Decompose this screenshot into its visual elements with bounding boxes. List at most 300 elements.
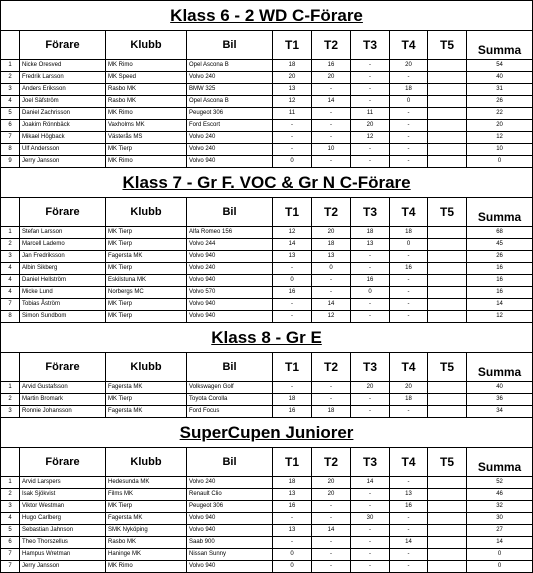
header-klubb: Klubb bbox=[106, 31, 187, 60]
cell-driver: Joel Säfström bbox=[20, 96, 106, 108]
cell-t2: - bbox=[312, 513, 351, 525]
table-row bbox=[1, 144, 533, 156]
cell-t4: 16 bbox=[390, 501, 428, 513]
cell-t5 bbox=[428, 84, 467, 96]
table-row bbox=[1, 263, 533, 275]
cell-club: MK Tierp bbox=[106, 501, 187, 513]
cell-t1: 14 bbox=[273, 239, 312, 251]
cell-t5 bbox=[428, 144, 467, 156]
header-summa: Summa bbox=[467, 198, 533, 227]
cell-t5 bbox=[428, 299, 467, 311]
cell-position: 7 bbox=[1, 561, 20, 573]
cell-driver: Stefan Larsson bbox=[20, 227, 106, 239]
cell-t1: 16 bbox=[273, 406, 312, 418]
cell-t4: 13 bbox=[390, 489, 428, 501]
cell-total: 36 bbox=[467, 394, 533, 406]
cell-total: 45 bbox=[467, 239, 533, 251]
table-row bbox=[1, 132, 533, 144]
cell-position: 3 bbox=[1, 251, 20, 263]
cell-driver: Marcell Lademo bbox=[20, 239, 106, 251]
cell-total: 30 bbox=[467, 513, 533, 525]
cell-t2: 12 bbox=[312, 311, 351, 323]
column-header-row bbox=[1, 448, 533, 477]
cell-club: Haninge MK bbox=[106, 549, 187, 561]
table-row bbox=[1, 275, 533, 287]
cell-t3: - bbox=[351, 561, 390, 573]
cell-t3: 20 bbox=[351, 120, 390, 132]
cell-car: Opel Ascona B bbox=[187, 60, 273, 72]
header-position bbox=[1, 353, 20, 382]
cell-t1: - bbox=[273, 537, 312, 549]
cell-total: 31 bbox=[467, 84, 533, 96]
cell-t4: - bbox=[390, 144, 428, 156]
cell-t5 bbox=[428, 525, 467, 537]
cell-position: 6 bbox=[1, 537, 20, 549]
cell-t5 bbox=[428, 549, 467, 561]
cell-club: MK Rimo bbox=[106, 108, 187, 120]
cell-car: Volvo 240 bbox=[187, 72, 273, 84]
cell-t5 bbox=[428, 275, 467, 287]
cell-car: Volvo 240 bbox=[187, 132, 273, 144]
header-t5: T5 bbox=[428, 448, 467, 477]
cell-total: 0 bbox=[467, 561, 533, 573]
section-title-cell bbox=[1, 418, 533, 448]
cell-t1: - bbox=[273, 513, 312, 525]
cell-t2: 10 bbox=[312, 144, 351, 156]
header-t3: T3 bbox=[351, 448, 390, 477]
cell-t5 bbox=[428, 120, 467, 132]
cell-total: 46 bbox=[467, 489, 533, 501]
cell-t1: 16 bbox=[273, 287, 312, 299]
cell-car: Peugeot 306 bbox=[187, 108, 273, 120]
cell-t1: 16 bbox=[273, 501, 312, 513]
cell-t5 bbox=[428, 60, 467, 72]
cell-car: Saab 900 bbox=[187, 537, 273, 549]
header-t4: T4 bbox=[390, 31, 428, 60]
cell-t5 bbox=[428, 239, 467, 251]
cell-total: 32 bbox=[467, 501, 533, 513]
cell-club: Västerås MS bbox=[106, 132, 187, 144]
cell-t5 bbox=[428, 394, 467, 406]
cell-total: 14 bbox=[467, 537, 533, 549]
cell-t1: - bbox=[273, 311, 312, 323]
cell-t3: - bbox=[351, 60, 390, 72]
cell-t5 bbox=[428, 513, 467, 525]
cell-t2: 14 bbox=[312, 525, 351, 537]
cell-position: 3 bbox=[1, 406, 20, 418]
cell-t3: - bbox=[351, 72, 390, 84]
cell-t5 bbox=[428, 251, 467, 263]
cell-t2: - bbox=[312, 132, 351, 144]
cell-t2: 18 bbox=[312, 406, 351, 418]
cell-driver: Viktor Westman bbox=[20, 501, 106, 513]
cell-car: Peugeot 306 bbox=[187, 501, 273, 513]
cell-t1: 13 bbox=[273, 525, 312, 537]
cell-position: 7 bbox=[1, 549, 20, 561]
header-t4: T4 bbox=[390, 448, 428, 477]
cell-t3: 30 bbox=[351, 513, 390, 525]
cell-driver: Simon Sundbom bbox=[20, 311, 106, 323]
cell-t1: 18 bbox=[273, 477, 312, 489]
cell-driver: Hampus Wretman bbox=[20, 549, 106, 561]
table-row bbox=[1, 561, 533, 573]
cell-car: Volvo 244 bbox=[187, 239, 273, 251]
cell-t4: 20 bbox=[390, 382, 428, 394]
cell-driver: Fredrik Larsson bbox=[20, 72, 106, 84]
cell-t4: - bbox=[390, 108, 428, 120]
cell-t4: 0 bbox=[390, 96, 428, 108]
table-row bbox=[1, 251, 533, 263]
cell-car: Alfa Romeo 156 bbox=[187, 227, 273, 239]
cell-total: 40 bbox=[467, 72, 533, 84]
cell-total: 12 bbox=[467, 132, 533, 144]
cell-total: 10 bbox=[467, 144, 533, 156]
cell-position: 2 bbox=[1, 489, 20, 501]
cell-club: Norbergs MC bbox=[106, 287, 187, 299]
cell-position: 4 bbox=[1, 287, 20, 299]
cell-t1: - bbox=[273, 263, 312, 275]
cell-total: 16 bbox=[467, 287, 533, 299]
table-row bbox=[1, 549, 533, 561]
cell-driver: Martin Bromark bbox=[20, 394, 106, 406]
header-t2: T2 bbox=[312, 31, 351, 60]
header-summa: Summa bbox=[467, 31, 533, 60]
cell-t1: 0 bbox=[273, 549, 312, 561]
cell-t3: 12 bbox=[351, 132, 390, 144]
header-position bbox=[1, 31, 20, 60]
cell-car: Toyota Corolla bbox=[187, 394, 273, 406]
cell-t2: - bbox=[312, 120, 351, 132]
cell-club: Eskilstuna MK bbox=[106, 275, 187, 287]
cell-t3: - bbox=[351, 537, 390, 549]
table-row bbox=[1, 501, 533, 513]
cell-t2: 18 bbox=[312, 239, 351, 251]
cell-total: 40 bbox=[467, 382, 533, 394]
cell-club: Vaxholms MK bbox=[106, 120, 187, 132]
cell-t2: 20 bbox=[312, 72, 351, 84]
cell-t3: - bbox=[351, 489, 390, 501]
cell-t4: 18 bbox=[390, 84, 428, 96]
header-bil: Bil bbox=[187, 353, 273, 382]
cell-position: 7 bbox=[1, 299, 20, 311]
cell-position: 3 bbox=[1, 84, 20, 96]
cell-position: 2 bbox=[1, 72, 20, 84]
header-forare: Förare bbox=[20, 448, 106, 477]
cell-club: Fagersta MK bbox=[106, 513, 187, 525]
cell-club: MK Tierp bbox=[106, 227, 187, 239]
table-row bbox=[1, 120, 533, 132]
cell-position: 5 bbox=[1, 525, 20, 537]
column-header-row bbox=[1, 198, 533, 227]
header-forare: Förare bbox=[20, 198, 106, 227]
cell-t1: 12 bbox=[273, 227, 312, 239]
section-title: Klass 8 - Gr E bbox=[211, 327, 322, 347]
section-title-cell bbox=[1, 1, 533, 31]
cell-t3: 0 bbox=[351, 287, 390, 299]
header-t1: T1 bbox=[273, 198, 312, 227]
cell-t3: - bbox=[351, 501, 390, 513]
cell-car: Volvo 940 bbox=[187, 275, 273, 287]
cell-t4: 14 bbox=[390, 537, 428, 549]
section-title-row bbox=[1, 168, 533, 198]
cell-t4: - bbox=[390, 120, 428, 132]
table-row bbox=[1, 72, 533, 84]
cell-t4: - bbox=[390, 549, 428, 561]
cell-driver: Theo Thorszellus bbox=[20, 537, 106, 549]
cell-t4: 16 bbox=[390, 263, 428, 275]
cell-t5 bbox=[428, 132, 467, 144]
cell-position: 7 bbox=[1, 132, 20, 144]
cell-t3: - bbox=[351, 406, 390, 418]
header-klubb: Klubb bbox=[106, 448, 187, 477]
cell-car: Volvo 940 bbox=[187, 251, 273, 263]
table-row bbox=[1, 96, 533, 108]
cell-driver: Isak Sjökvist bbox=[20, 489, 106, 501]
cell-car: Volkswagen Golf bbox=[187, 382, 273, 394]
cell-driver: Jerry Jansson bbox=[20, 156, 106, 168]
header-t1: T1 bbox=[273, 448, 312, 477]
cell-total: 20 bbox=[467, 120, 533, 132]
cell-position: 5 bbox=[1, 108, 20, 120]
cell-total: 27 bbox=[467, 525, 533, 537]
cell-driver: Nicke Oresved bbox=[20, 60, 106, 72]
header-klubb: Klubb bbox=[106, 353, 187, 382]
cell-car: BMW 325 bbox=[187, 84, 273, 96]
cell-t4: - bbox=[390, 406, 428, 418]
cell-car: Volvo 940 bbox=[187, 156, 273, 168]
table-row bbox=[1, 513, 533, 525]
cell-car: Ford Focus bbox=[187, 406, 273, 418]
cell-t1: - bbox=[273, 299, 312, 311]
table-row bbox=[1, 84, 533, 96]
cell-t5 bbox=[428, 501, 467, 513]
cell-t2: 14 bbox=[312, 96, 351, 108]
cell-total: 14 bbox=[467, 299, 533, 311]
cell-t5 bbox=[428, 227, 467, 239]
cell-position: 4 bbox=[1, 96, 20, 108]
header-t5: T5 bbox=[428, 198, 467, 227]
cell-t2: 20 bbox=[312, 489, 351, 501]
header-bil: Bil bbox=[187, 448, 273, 477]
cell-total: 22 bbox=[467, 108, 533, 120]
cell-position: 4 bbox=[1, 275, 20, 287]
cell-driver: Jerry Jansson bbox=[20, 561, 106, 573]
cell-t2: 14 bbox=[312, 299, 351, 311]
table-row bbox=[1, 108, 533, 120]
cell-t2: - bbox=[312, 287, 351, 299]
cell-club: MK Tierp bbox=[106, 394, 187, 406]
cell-club: Fagersta MK bbox=[106, 251, 187, 263]
cell-position: 9 bbox=[1, 156, 20, 168]
header-position bbox=[1, 448, 20, 477]
cell-t1: 18 bbox=[273, 394, 312, 406]
cell-car: Volvo 940 bbox=[187, 561, 273, 573]
cell-t2: - bbox=[312, 537, 351, 549]
cell-driver: Hugo Carlberg bbox=[20, 513, 106, 525]
cell-car: Volvo 240 bbox=[187, 144, 273, 156]
cell-t1: 13 bbox=[273, 251, 312, 263]
cell-position: 1 bbox=[1, 60, 20, 72]
section-title-cell bbox=[1, 168, 533, 198]
table-row bbox=[1, 489, 533, 501]
cell-club: Fagersta MK bbox=[106, 406, 187, 418]
cell-t2: - bbox=[312, 84, 351, 96]
cell-t2: - bbox=[312, 549, 351, 561]
cell-driver: Mikael Högback bbox=[20, 132, 106, 144]
cell-t3: - bbox=[351, 549, 390, 561]
cell-t4: - bbox=[390, 311, 428, 323]
cell-t5 bbox=[428, 108, 467, 120]
cell-t5 bbox=[428, 477, 467, 489]
cell-t2: - bbox=[312, 501, 351, 513]
header-t2: T2 bbox=[312, 198, 351, 227]
cell-t2: 20 bbox=[312, 477, 351, 489]
cell-driver: Tobias Åström bbox=[20, 299, 106, 311]
cell-driver: Jan Fredriksson bbox=[20, 251, 106, 263]
cell-club: MK Rimo bbox=[106, 156, 187, 168]
cell-car: Volvo 940 bbox=[187, 525, 273, 537]
cell-total: 12 bbox=[467, 311, 533, 323]
cell-driver: Albin Sikberg bbox=[20, 263, 106, 275]
cell-club: MK Tierp bbox=[106, 239, 187, 251]
cell-club: MK Rimo bbox=[106, 60, 187, 72]
table-row bbox=[1, 311, 533, 323]
cell-t4: - bbox=[390, 287, 428, 299]
header-bil: Bil bbox=[187, 198, 273, 227]
cell-t3: 13 bbox=[351, 239, 390, 251]
cell-t1: - bbox=[273, 144, 312, 156]
cell-driver: Daniel Zachrisson bbox=[20, 108, 106, 120]
header-t3: T3 bbox=[351, 31, 390, 60]
cell-t4: - bbox=[390, 513, 428, 525]
cell-t5 bbox=[428, 311, 467, 323]
cell-t4: - bbox=[390, 275, 428, 287]
table-row bbox=[1, 537, 533, 549]
cell-car: Volvo 240 bbox=[187, 263, 273, 275]
cell-t2: 20 bbox=[312, 227, 351, 239]
cell-t1: - bbox=[273, 382, 312, 394]
cell-t5 bbox=[428, 96, 467, 108]
cell-t3: - bbox=[351, 525, 390, 537]
cell-driver: Daniel Hellström bbox=[20, 275, 106, 287]
cell-position: 1 bbox=[1, 227, 20, 239]
cell-club: MK Tierp bbox=[106, 311, 187, 323]
cell-driver: Sebastian Jahnson bbox=[20, 525, 106, 537]
cell-total: 26 bbox=[467, 96, 533, 108]
cell-t4: - bbox=[390, 299, 428, 311]
cell-position: 1 bbox=[1, 477, 20, 489]
cell-t5 bbox=[428, 406, 467, 418]
cell-t4: - bbox=[390, 132, 428, 144]
cell-position: 2 bbox=[1, 239, 20, 251]
cell-car: Opel Ascona B bbox=[187, 96, 273, 108]
header-t4: T4 bbox=[390, 353, 428, 382]
cell-t1: 13 bbox=[273, 489, 312, 501]
cell-t4: 20 bbox=[390, 60, 428, 72]
cell-club: Rasbo MK bbox=[106, 84, 187, 96]
cell-t1: 18 bbox=[273, 60, 312, 72]
section-title-row bbox=[1, 323, 533, 353]
cell-t5 bbox=[428, 537, 467, 549]
cell-position: 8 bbox=[1, 311, 20, 323]
cell-driver: Micke Lund bbox=[20, 287, 106, 299]
section-title-row bbox=[1, 418, 533, 448]
header-t2: T2 bbox=[312, 353, 351, 382]
cell-total: 52 bbox=[467, 477, 533, 489]
cell-driver: Joakim Rönnbäck bbox=[20, 120, 106, 132]
column-header-row bbox=[1, 353, 533, 382]
cell-t2: 0 bbox=[312, 263, 351, 275]
cell-club: MK Speed bbox=[106, 72, 187, 84]
cell-t2: - bbox=[312, 394, 351, 406]
cell-t1: - bbox=[273, 132, 312, 144]
table-row bbox=[1, 287, 533, 299]
table-row bbox=[1, 156, 533, 168]
cell-driver: Arvid Larspers bbox=[20, 477, 106, 489]
cell-position: 1 bbox=[1, 382, 20, 394]
cell-t3: - bbox=[351, 144, 390, 156]
cell-t4: 0 bbox=[390, 239, 428, 251]
header-klubb: Klubb bbox=[106, 198, 187, 227]
cell-car: Nissan Sunny bbox=[187, 549, 273, 561]
header-t3: T3 bbox=[351, 353, 390, 382]
cell-car: Renault Clio bbox=[187, 489, 273, 501]
cell-car: Volvo 240 bbox=[187, 477, 273, 489]
cell-t1: 20 bbox=[273, 72, 312, 84]
cell-club: MK Rimo bbox=[106, 561, 187, 573]
cell-t5 bbox=[428, 156, 467, 168]
section-title-cell bbox=[1, 323, 533, 353]
cell-club: Hedesunda MK bbox=[106, 477, 187, 489]
cell-club: MK Tierp bbox=[106, 263, 187, 275]
cell-t3: 11 bbox=[351, 108, 390, 120]
column-header-row bbox=[1, 31, 533, 60]
table-row bbox=[1, 406, 533, 418]
table-row bbox=[1, 525, 533, 537]
cell-car: Volvo 940 bbox=[187, 311, 273, 323]
cell-t3: 20 bbox=[351, 382, 390, 394]
table-row bbox=[1, 299, 533, 311]
cell-t3: - bbox=[351, 263, 390, 275]
cell-car: Ford Escort bbox=[187, 120, 273, 132]
cell-t4: - bbox=[390, 72, 428, 84]
cell-t2: - bbox=[312, 156, 351, 168]
cell-total: 16 bbox=[467, 275, 533, 287]
cell-total: 34 bbox=[467, 406, 533, 418]
cell-driver: Arvid Gustafsson bbox=[20, 382, 106, 394]
table-row bbox=[1, 60, 533, 72]
table-row bbox=[1, 477, 533, 489]
cell-t5 bbox=[428, 382, 467, 394]
cell-t3: 16 bbox=[351, 275, 390, 287]
cell-t3: - bbox=[351, 156, 390, 168]
cell-t5 bbox=[428, 561, 467, 573]
section-title: Klass 6 - 2 WD C-Förare bbox=[170, 5, 363, 25]
cell-t4: 18 bbox=[390, 227, 428, 239]
cell-position: 8 bbox=[1, 144, 20, 156]
cell-t5 bbox=[428, 263, 467, 275]
cell-t4: - bbox=[390, 561, 428, 573]
cell-t1: 13 bbox=[273, 84, 312, 96]
cell-t5 bbox=[428, 287, 467, 299]
cell-driver: Ulf Andersson bbox=[20, 144, 106, 156]
section-title: Klass 7 - Gr F. VOC & Gr N C-Förare bbox=[122, 172, 411, 192]
header-summa: Summa bbox=[467, 353, 533, 382]
header-summa: Summa bbox=[467, 448, 533, 477]
table-row bbox=[1, 227, 533, 239]
header-forare: Förare bbox=[20, 31, 106, 60]
cell-t1: 0 bbox=[273, 561, 312, 573]
